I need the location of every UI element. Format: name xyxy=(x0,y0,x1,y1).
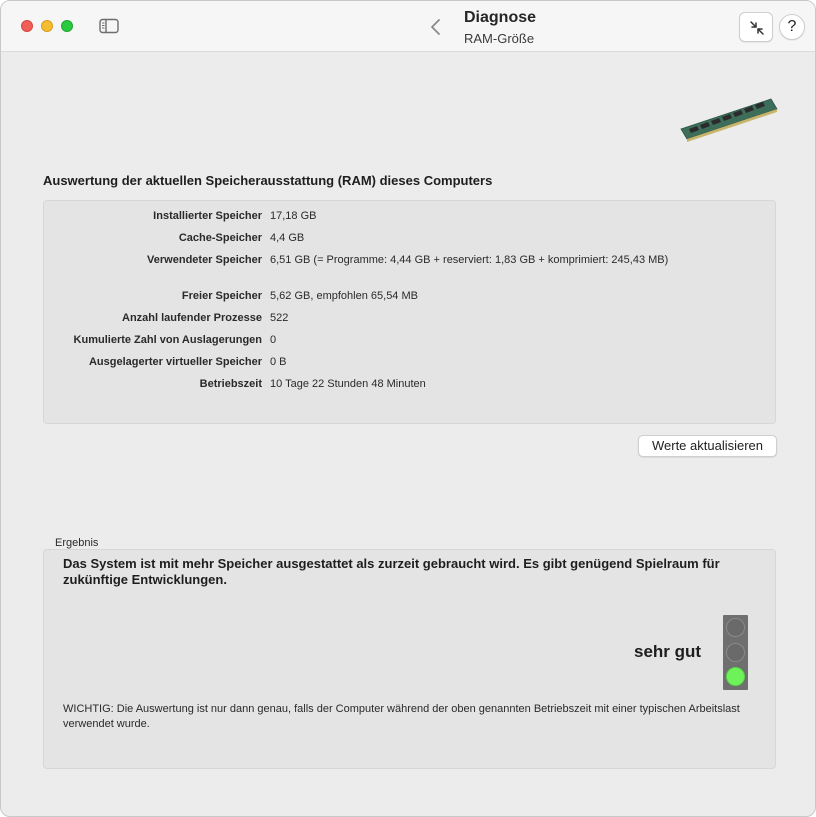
rating-label: sehr gut xyxy=(634,642,702,661)
minimize-window-button[interactable] xyxy=(41,20,53,32)
memory-info-panel xyxy=(43,200,776,424)
info-value: 17,18 GB xyxy=(270,210,317,222)
green-lamp-icon xyxy=(726,667,745,686)
help-button[interactable]: ? xyxy=(779,14,805,40)
info-row xyxy=(44,378,775,394)
refresh-values-button[interactable]: Werte aktualisieren xyxy=(638,435,777,457)
info-value: 5,62 GB, empfohlen 65,54 MB xyxy=(270,290,418,302)
info-label: Cache-Speicher xyxy=(178,232,262,244)
info-value: 10 Tage 22 Stunden 48 Minuten xyxy=(270,378,426,390)
info-label: Kumulierte Zahl von Auslagerungen xyxy=(73,334,262,346)
info-row xyxy=(44,210,775,226)
zoom-window-button[interactable] xyxy=(61,20,73,32)
ram-module-icon xyxy=(675,95,781,147)
window-title: Diagnose xyxy=(464,9,537,26)
info-row xyxy=(44,356,775,372)
sidebar-toggle-icon[interactable] xyxy=(99,18,119,34)
close-window-button[interactable] xyxy=(21,20,33,32)
section-title: Auswertung der aktuellen Speicherausstattung (RAM) dieses Computers xyxy=(43,173,493,188)
info-label: Freier Speicher xyxy=(181,290,262,302)
info-label: Verwendeter Speicher xyxy=(147,254,262,266)
result-text: Das System ist mit mehr Speicher ausgestattet als zurzeit gebraucht wird. Es gibt genügend Spielraum für zukünftige Entwicklungen. xyxy=(63,556,720,587)
yellow-lamp-icon xyxy=(726,643,745,662)
info-row xyxy=(44,334,775,350)
window-subtitle: RAM-Größe xyxy=(464,31,535,46)
arrows-collapse-icon xyxy=(749,20,765,36)
traffic-light-indicator xyxy=(723,615,748,690)
info-value: 6,51 GB (= Programme: 4,44 GB + reserviert: 1,83 GB + komprimiert: 245,43 MB) xyxy=(270,254,669,266)
info-label: Anzahl laufender Prozesse xyxy=(122,312,262,324)
info-row xyxy=(44,290,775,306)
info-value: 0 xyxy=(270,334,277,346)
info-row xyxy=(44,232,775,248)
info-value: 4,4 GB xyxy=(270,232,305,244)
result-panel xyxy=(43,549,776,769)
info-label: Installierter Speicher xyxy=(153,210,262,222)
important-note: WICHTIG: Die Auswertung ist nur dann genau, falls der Computer während der oben genannten Betriebszeit mit einer typischen Arbeitslast verwendet wurde. xyxy=(63,703,740,730)
info-label: Betriebszeit xyxy=(199,378,262,390)
chevron-left-icon[interactable] xyxy=(429,16,443,38)
info-row xyxy=(44,254,775,270)
collapse-button[interactable] xyxy=(739,12,773,42)
info-value: 0 B xyxy=(270,356,287,368)
red-lamp-icon xyxy=(726,618,745,637)
info-row xyxy=(44,312,775,328)
result-caption: Ergebnis xyxy=(55,537,99,549)
info-value: 522 xyxy=(270,312,289,324)
title-bar xyxy=(1,1,815,52)
info-label: Ausgelagerter virtueller Speicher xyxy=(88,356,262,368)
